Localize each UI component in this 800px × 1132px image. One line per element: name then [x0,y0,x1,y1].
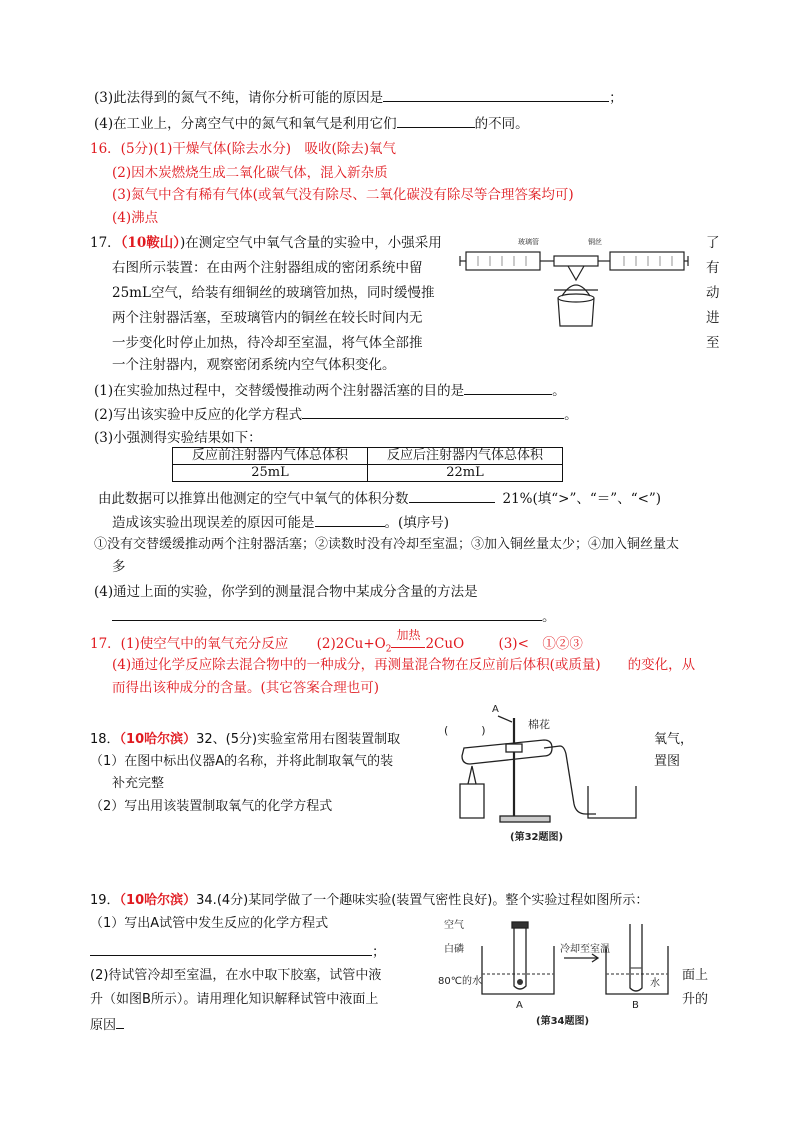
table-value-before: 25mL [173,465,368,482]
q17-sub3c-end: 。(填序号) [384,515,450,531]
a16-line1: 16．(5分)(1)干燥气体(除去水分) 吸收(除去)氧气 [90,141,396,157]
water-trough [588,786,636,818]
q17-right-1: 了 [706,235,720,251]
fig34-water-label: 水 [650,978,660,989]
q17-line1 [90,233,442,253]
a17-equation-right: 2CuO [425,636,465,652]
q17-right-3: 动 [706,285,720,301]
fig34-label-A: A [516,1000,523,1011]
q17-sub2-end: 。 [564,407,578,423]
a17-heat-arrow [391,628,425,648]
q19-right-1: 面上 [682,968,709,983]
q17-sub3b-text: 由此数据可以推算出他测定的空气中氧气的体积分数 [98,491,409,507]
q17-sub4: (4)通过上面的实验，你学到的测量混合物中某成分含量的方法是 [94,584,478,600]
q17-sub3c-text: 造成该实验出现误差的原因可能是 [112,515,315,531]
q18-line1 [90,730,400,750]
q17-number: 17． [90,235,121,251]
q15-line3 [94,87,623,108]
a16-line2: (2)因木炭燃烧生成二氧化碳气体，混入新杂质 [112,165,388,181]
q19-sub2a: (2)待试管冷却至室温，在水中取下胶塞，试管中液 [90,968,382,983]
test-tube-B [630,924,642,991]
q19-sub2c-text: 原因 [90,1018,117,1033]
q18-right-1: 氧气， [654,732,694,747]
a16-line4: (4)沸点 [112,210,159,226]
fig34-caption: (第34题图) [536,1016,590,1027]
q17-sub4-answer-line [112,606,556,627]
q19-sub1-answer-line [90,941,386,962]
q19-line1 [90,891,648,911]
fig34-hot-water-label: 80℃的水 [438,976,482,987]
q19-sub2c [90,1014,124,1036]
q17-options: ①没有交替缓缓推动两个注射器活塞；②读数时没有冷却至室温；③加入铜丝量太少；④加入铜丝量太 [94,537,680,552]
table-header-before: 反应前注射器内气体总体积 [173,448,368,465]
q17-sub4-end: 。 [542,609,556,625]
q17-line4: 两个注射器活塞，至玻璃管内的铜丝在较长时间内无 [112,310,423,326]
q15-line4-text: (4)在工业上，分离空气中的氮气和氧气是利用它们 [94,116,397,132]
q19-blank-2[interactable] [116,1014,124,1029]
table-row [173,465,563,482]
q17-right-4: 进 [706,310,720,326]
q18-source: （10哈尔滨） [119,732,197,747]
fig34-label-B: B [632,1000,639,1011]
a16-line3: (3)氮气中含有稀有气体(或氧气没有除尽、二氧化碳没有除尽等合理答案均可) [112,187,574,203]
a17-subscript: 2 [385,644,392,655]
q17-sub2-text: (2)写出该实验中反应的化学方程式 [94,407,303,423]
q19-text: 34.(4分)某同学做了一个趣味实验(装置气密性良好)。整个实验过程如图所示： [196,893,649,908]
q15-line3-text: (3)此法得到的氮气不纯，请你分析可能的原因是 [94,90,384,106]
q17-sub1 [94,380,566,401]
q17-sub3: (3)小强测得实验结果如下： [94,430,262,446]
results-table [172,447,563,482]
q19-source: （10哈尔滨） [119,893,197,908]
iron-stand-base [500,816,550,822]
beaker-A [482,946,554,994]
q18-number: 18． [90,732,120,747]
q15-line4 [94,113,529,134]
left-syringe [466,252,540,270]
q18-sub1b: 补充完整 [112,776,165,791]
q17-right-5: 至 [706,335,720,351]
q17-options-cont: 多 [112,559,126,575]
fig34-air-label: 空气 [444,920,464,931]
q18-text: 32、(5分)实验室常用右图装置制取 [196,732,401,747]
a17-equation-left: (2)2Cu+O [316,636,386,652]
q17-blank-3[interactable] [409,488,495,503]
q18-sub1: （1）在图中标出仪器A的名称，并将此制取氧气的装 [90,754,394,769]
q19-blank-1[interactable] [90,941,372,956]
q17-blank-2[interactable] [302,404,564,419]
right-syringe [610,252,684,270]
fig-label-glass-tube: 玻璃管 [518,238,539,246]
a17-part1: 17．(1)使空气中的氧气充分反应 [90,636,289,652]
q15-blank-3[interactable] [383,87,609,102]
q18-right-2: 置图 [654,754,681,769]
q19-number: 19． [90,893,120,908]
fig32-blank-paren: ( ) [444,724,486,737]
q15-line3-end: ； [609,90,623,106]
fig34-phosphorus-label: 白磷 [444,944,464,955]
fig32-label-A: A [492,704,499,715]
q19-sub1: （1）写出A试管中发生反应的化学方程式 [90,916,329,931]
a17-part3: (3)< ①②③ [498,636,583,652]
q17-text-1: )在测定空气中氧气含量的实验中，小强采用 [179,235,442,251]
table-row [173,448,563,465]
fig-label-copper: 铜丝 [588,238,602,246]
fig34-cool-label: 冷却至室温 [560,944,610,955]
q19-sub2b: 升（如图B所示）。请用理化知识解释试管中液面上 [90,992,379,1007]
a17-line2: (4)通过化学反应除去混合物中的一种成分，再测量混合物在反应前后体积(或质量) 的变化，从 [112,657,696,673]
q19-right-2: 升的 [682,992,709,1007]
q17-sub3b-end: 21%(填“>”、“＝”、“<”) [502,491,662,507]
q17-sub3c [112,512,449,533]
q17-line6: 一个注射器内，观察密闭系统内空气体积变化。 [112,357,396,373]
q15-line4-end: 的不同。 [474,116,529,132]
glass-tube [554,256,598,266]
q17-sub1-end: 。 [552,383,566,399]
fig32-caption: (第32题图) [510,832,564,843]
table-value-after: 22mL [368,465,563,482]
q17-blank-4[interactable] [315,512,385,527]
q17-source: （10鞍山） [120,235,180,251]
q19-sub1-end: ； [372,944,386,960]
fig32-cotton-label: 棉花 [528,718,550,731]
a17-line3: 而得出该种成分的含量。(其它答案合理也可) [112,680,380,696]
q17-sub2 [94,404,578,425]
q17-blank-5[interactable] [112,606,542,621]
q17-sub3b [98,488,661,509]
q17-line2: 右图所示装置：在由两个注射器组成的密闭系统中留 [112,260,423,276]
alcohol-lamp [460,784,484,818]
table-header-after: 反应后注射器内气体总体积 [368,448,563,465]
q15-blank-4[interactable] [397,113,475,128]
q18-sub2: （2）写出用该装置制取氧气的化学方程式 [90,799,333,814]
q17-blank-1[interactable] [464,380,552,395]
oxygen-apparatus-figure [440,700,645,850]
q17-line3: 25mL空气，给装有细铜丝的玻璃管加热，同时缓慢推 [112,285,435,301]
q17-sub1-text: (1)在实验加热过程中，交替缓慢推动两个注射器活塞的目的是 [94,383,465,399]
q17-right-2: 有 [706,260,720,276]
syringe-apparatus-figure [458,230,690,335]
q17-line5: 一步变化时停止加热，待冷却至室温，将气体全部推 [112,335,423,351]
a17-heat-label: 加热 [396,628,421,642]
phosphorus-experiment-figure [438,912,678,1030]
white-phosphorus [517,979,523,985]
